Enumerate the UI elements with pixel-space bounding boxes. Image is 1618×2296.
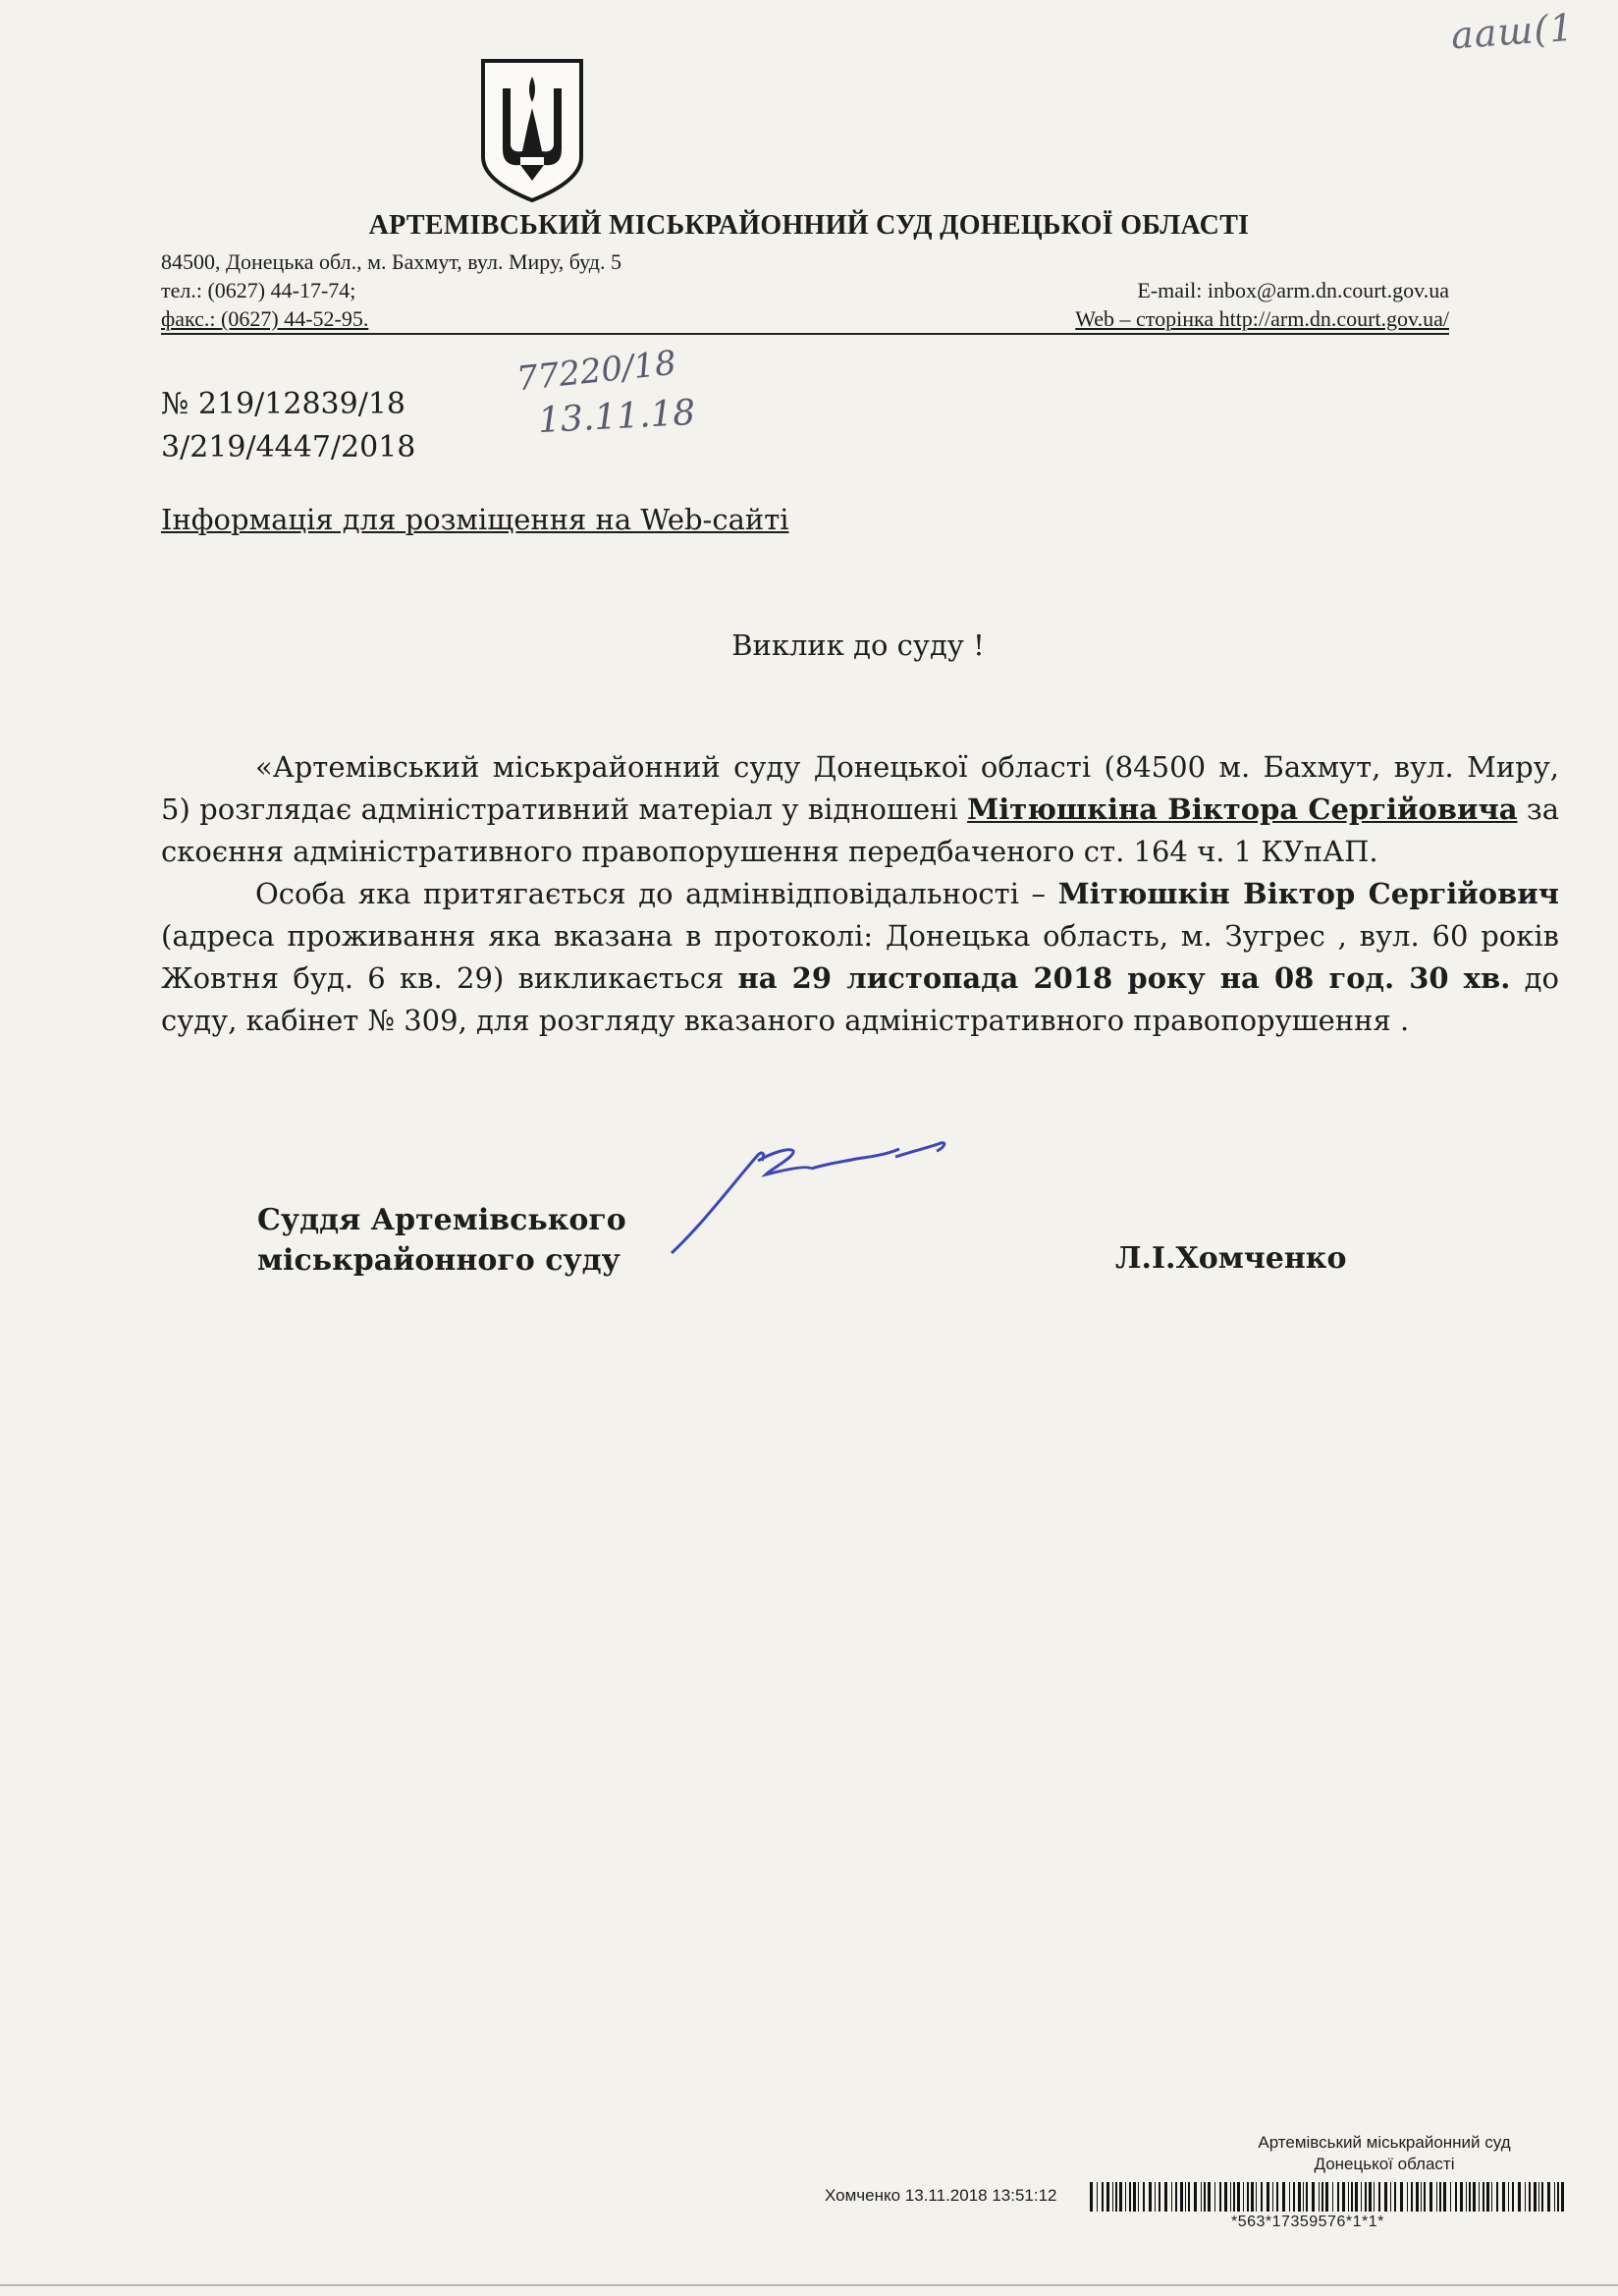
barcode-bar bbox=[1361, 2182, 1362, 2212]
barcode-bar bbox=[1554, 2182, 1555, 2212]
handwritten-incoming-number: 77220/18 bbox=[514, 343, 678, 400]
barcode-bar bbox=[1325, 2182, 1328, 2212]
barcode-bar bbox=[1224, 2182, 1227, 2212]
barcode-bar bbox=[1119, 2182, 1122, 2212]
barcode-bar bbox=[1369, 2182, 1372, 2212]
barcode-bar bbox=[1097, 2182, 1098, 2212]
barcode-bar bbox=[1243, 2182, 1244, 2212]
barcode-bar bbox=[1525, 2182, 1526, 2212]
barcode-bar bbox=[1529, 2182, 1531, 2212]
handwritten-incoming-date: 13.11.18 bbox=[537, 392, 697, 442]
barcode-bar bbox=[1201, 2182, 1202, 2212]
barcode-bar bbox=[1460, 2182, 1463, 2212]
barcode-bar bbox=[1159, 2182, 1160, 2212]
court-address: 84500, Донецька обл., м. Бахмут, вул. Миру, буд. 5 bbox=[161, 249, 621, 274]
web-info-title: Інформація для розміщення на Web-сайті bbox=[161, 503, 789, 536]
barcode-bar bbox=[1261, 2182, 1263, 2212]
barcode-bar bbox=[1175, 2182, 1177, 2212]
barcode-bar bbox=[1390, 2182, 1391, 2212]
court-web[interactable]: Web – сторінка http://arm.dn.court.gov.ua/ bbox=[1075, 306, 1449, 331]
barcode-bar bbox=[1251, 2182, 1254, 2212]
paragraph-1: «Артемівський міськрайонний суду Донецької області (84500 м. Бахмут, вул. Миру, 5) розглядає адміністративний матеріал у відношені Мітюшкіна Віктора Сергійовича за скоєння адміністративного правопорушення передбаченого ст. 164 ч. 1 КУпАП. bbox=[161, 750, 1559, 868]
barcode-bar bbox=[1502, 2182, 1505, 2212]
barcode-bar bbox=[1133, 2182, 1136, 2212]
barcode-bar bbox=[1351, 2182, 1353, 2212]
barcode-bar bbox=[1450, 2182, 1451, 2212]
barcode-bar bbox=[1479, 2182, 1480, 2212]
barcode-bar bbox=[1411, 2182, 1413, 2212]
barcode-bar bbox=[1496, 2182, 1498, 2212]
barcode-icon bbox=[1088, 2182, 1569, 2212]
barcode-bar bbox=[1424, 2182, 1426, 2212]
barcode-bar bbox=[1534, 2182, 1537, 2212]
judge-title: Суддя Артемівського міськрайонного суду bbox=[257, 1203, 626, 1278]
paragraph-2: Особа яка притягається до адмінвідповідальності – Мітюшкін Віктор Сергійович (адреса проживання яка вказана в протоколі: Донецька область, м. Зугрес , вул. 60 років Жовтня буд. 6 кв. 29) викликається на 29 листопада 2018 року на 08 год. 30 хв. до суду, кабінет № 309, для розгляду вказаного адміністративного правопорушення . bbox=[161, 877, 1560, 1037]
registration-stamp-court: Артемівський міськрайонний суд Донецької області bbox=[1258, 2133, 1511, 2173]
barcode-bar bbox=[1541, 2182, 1543, 2212]
barcode-bar bbox=[1164, 2182, 1167, 2212]
barcode-bar bbox=[1112, 2182, 1113, 2212]
barcode-bar bbox=[1171, 2182, 1172, 2212]
court-name: АРТЕМІВСЬКИЙ МІСЬКРАЙОННИЙ СУД ДОНЕЦЬКОЇ ОБЛАСТІ bbox=[368, 210, 1250, 241]
barcode-bar bbox=[1143, 2182, 1145, 2212]
barcode-bar bbox=[1090, 2182, 1093, 2212]
barcode-bar bbox=[1306, 2182, 1308, 2212]
barcode-bar bbox=[1219, 2182, 1221, 2212]
barcode-bar bbox=[1512, 2182, 1514, 2212]
barcode-bar bbox=[1214, 2182, 1215, 2212]
barcode-bar bbox=[1256, 2182, 1257, 2212]
barcode-bar bbox=[1547, 2182, 1550, 2212]
barcode-bar bbox=[1374, 2182, 1375, 2212]
handwritten-signature bbox=[664, 1135, 1037, 1263]
barcode-bar bbox=[1293, 2182, 1295, 2212]
barcode-bar bbox=[1194, 2182, 1197, 2212]
barcode-bar bbox=[1469, 2182, 1471, 2212]
barcode-bar bbox=[1486, 2182, 1489, 2212]
barcode-bar bbox=[1508, 2182, 1509, 2212]
barcode-bar bbox=[1416, 2182, 1419, 2212]
barcode-bar bbox=[1237, 2182, 1240, 2212]
barcode-bar bbox=[1125, 2182, 1126, 2212]
barcode-bar bbox=[1557, 2182, 1559, 2212]
barcode-bar bbox=[1321, 2182, 1323, 2212]
barcode-bar bbox=[1455, 2182, 1457, 2212]
court-phone: тел.: (0627) 44-17-74; bbox=[161, 278, 356, 302]
barcode-bar bbox=[1185, 2182, 1186, 2212]
barcode-bar bbox=[1407, 2182, 1408, 2212]
handwritten-corner-mark: ааш(1 bbox=[1449, 5, 1576, 58]
barcode-bar bbox=[1483, 2182, 1484, 2212]
registration-stamp-line: Хомченко 13.11.2018 13:51:12 bbox=[825, 2186, 1057, 2205]
barcode-number: *563*17359576*1*1* bbox=[1231, 2214, 1384, 2230]
case-number: № 219/12839/18 bbox=[161, 387, 406, 421]
barcode-bar bbox=[1298, 2182, 1301, 2212]
summons-title: Виклик до суду ! bbox=[731, 629, 985, 662]
barcode-bar bbox=[1491, 2182, 1492, 2212]
barcode-bar bbox=[1272, 2182, 1273, 2212]
barcode-bar bbox=[1518, 2182, 1521, 2212]
barcode-bar bbox=[1204, 2182, 1206, 2212]
barcode-bar bbox=[1319, 2182, 1320, 2212]
barcode-bar bbox=[1230, 2182, 1231, 2212]
barcode-bar bbox=[1276, 2182, 1278, 2212]
barcode-bar bbox=[1138, 2182, 1139, 2212]
barcode-bar bbox=[1102, 2182, 1104, 2212]
barcode-bar bbox=[1429, 2182, 1432, 2212]
barcode-bar bbox=[1149, 2182, 1152, 2212]
barcode-bar bbox=[1365, 2182, 1367, 2212]
barcode-bar bbox=[1233, 2182, 1235, 2212]
barcode-bar bbox=[1342, 2182, 1345, 2212]
barcode-bar bbox=[1473, 2182, 1476, 2212]
summons-body bbox=[161, 746, 1559, 1042]
scan-edge bbox=[0, 2284, 1618, 2286]
barcode-bar bbox=[1561, 2182, 1564, 2212]
barcode-bar bbox=[1439, 2182, 1441, 2212]
barcode-bar bbox=[1538, 2182, 1539, 2212]
barcode-bar bbox=[1208, 2182, 1211, 2212]
barcode-bar bbox=[1394, 2182, 1396, 2212]
barcode-bar bbox=[1129, 2182, 1131, 2212]
barcode-bar bbox=[1303, 2182, 1304, 2212]
barcode-bar bbox=[1106, 2182, 1109, 2212]
case-numbers bbox=[161, 383, 415, 469]
barcode-bar bbox=[1348, 2182, 1349, 2212]
barcode-bar bbox=[1289, 2182, 1290, 2212]
barcode-bar bbox=[1267, 2182, 1269, 2212]
contacts-block bbox=[161, 247, 1449, 335]
barcode-bar bbox=[1115, 2182, 1117, 2212]
barcode-bar bbox=[1355, 2182, 1358, 2212]
barcode-bar bbox=[1421, 2182, 1422, 2212]
barcode-bar bbox=[1436, 2182, 1437, 2212]
barcode-bar bbox=[1180, 2182, 1183, 2212]
coat-of-arms-icon bbox=[477, 55, 587, 204]
barcode-bar bbox=[1332, 2182, 1333, 2212]
court-fax: факс.: (0627) 44-52-95. bbox=[161, 306, 369, 331]
barcode-bar bbox=[1466, 2182, 1467, 2212]
barcode-bar bbox=[1282, 2182, 1285, 2212]
judge-name: Л.І.Хомченко bbox=[1115, 1241, 1347, 1276]
defendant-name: Мітюшкін Віктор Сергійович bbox=[1057, 877, 1560, 910]
defendant-name-underlined: Мітюшкіна Віктора Сергійовича bbox=[967, 793, 1518, 826]
barcode-bar bbox=[1384, 2182, 1387, 2212]
barcode-bar bbox=[1400, 2182, 1403, 2212]
barcode-bar bbox=[1247, 2182, 1249, 2212]
proceeding-number: 3/219/4447/2018 bbox=[161, 430, 416, 465]
barcode-bar bbox=[1337, 2182, 1339, 2212]
barcode-bar bbox=[1443, 2182, 1446, 2212]
hearing-date: на 29 листопада 2018 року на 08 год. 30 хв. bbox=[737, 961, 1511, 995]
barcode-bar bbox=[1378, 2182, 1380, 2212]
barcode-bar bbox=[1188, 2182, 1190, 2212]
barcode-bar bbox=[1155, 2182, 1156, 2212]
barcode-bar bbox=[1312, 2182, 1315, 2212]
court-email[interactable]: E-mail: inbox@arm.dn.court.gov.ua bbox=[1137, 278, 1449, 302]
